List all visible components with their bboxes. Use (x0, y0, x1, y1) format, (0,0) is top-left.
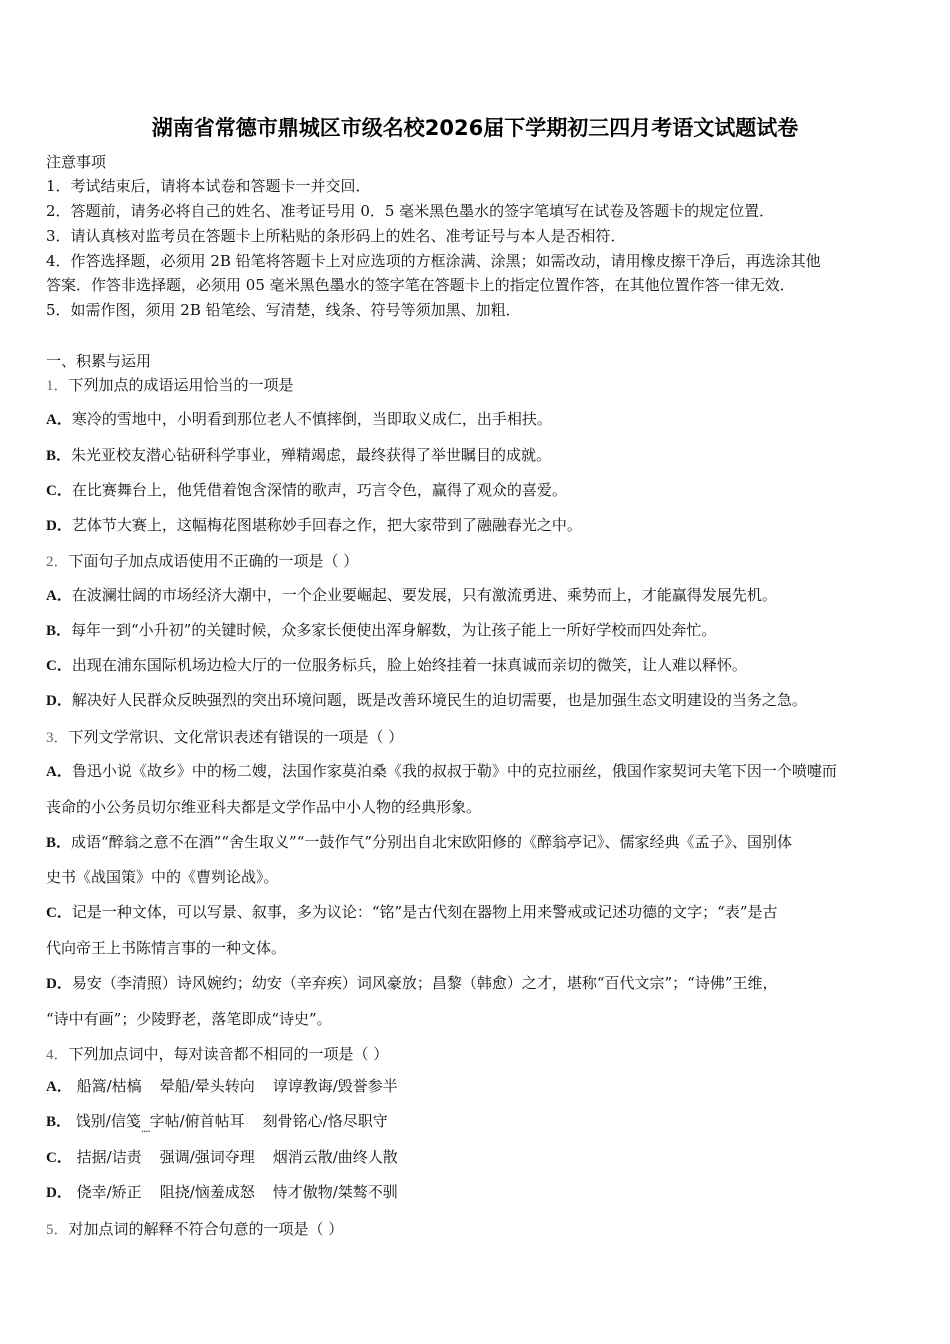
word-pair: 强调/强词夺理 (159, 1148, 255, 1166)
option-letter: C． (46, 658, 72, 674)
question-3-stem (46, 727, 403, 748)
question-3-option-b-cont: 史书《战国策》中的《曹刿论战》。 (46, 868, 279, 886)
section-heading: 一、积累与运用 (46, 352, 152, 370)
notice-item: 答案．作答非选择题，必须用 05 毫米黑色墨水的签字笔在答题卡上的指定位置作答，在其他位置作答一律无效． (46, 276, 795, 294)
question-2-stem (46, 551, 358, 572)
option-letter: D． (46, 1185, 72, 1201)
question-1-option-b (46, 445, 551, 466)
question-text: 下面句子加点成语使用不正确的一项是（ ） (68, 552, 359, 570)
option-text: 寒冷的雪地中，小明看到那位老人不慎摔倒，当即取义成仁，出手相扶。 (71, 410, 552, 428)
word-pair: 恃才傲物/桀骜不驯 (272, 1183, 398, 1201)
exam-title: 湖南省常德市鼎城区市级名校2026届下学期初三四月考语文试题试卷 (151, 116, 799, 140)
question-3-option-b (46, 832, 792, 853)
option-letter: C． (46, 1150, 72, 1166)
question-text: 下列加点的成语运用恰当的一项是 (68, 376, 294, 394)
question-3-option-c (46, 902, 778, 923)
word-pair: 饯别/信笺 (75, 1112, 141, 1130)
question-3-option-c-cont: 代向帝王上书陈情言事的一种文体。 (46, 939, 287, 957)
notice-item: 3．请认真核对监考员在答题卡上所粘贴的条形码上的姓名、准考证号与本人是否相符． (46, 227, 626, 245)
question-3-option-a (46, 761, 837, 782)
option-letter: A． (46, 588, 72, 604)
option-letter: B． (46, 448, 72, 464)
question-number: 3． (46, 730, 69, 746)
option-text: 成语“醉翁之意不在酒”“舍生取义”“一鼓作气”分别出自北宋欧阳修的《醉翁亭记》、儒家经典《孟子》、国别体 (71, 833, 793, 851)
option-letter: A． (46, 764, 72, 780)
word-pair: 拮据/诘责 (76, 1148, 142, 1166)
option-text: 每年一到“小升初”的关键时候，众多家长便使出浑身解数，为让孩子能上一所好学校而四处奔忙。 (71, 621, 717, 639)
option-text: 解决好人民群众反映强烈的突出环境问题，既是改善环境民生的迫切需要，也是加强生态文明建设的当务之急。 (71, 691, 807, 709)
option-letter: D． (46, 518, 72, 534)
option-letter: A． (46, 412, 72, 428)
option-letter: D． (46, 976, 72, 992)
word-pair: 阻挠/恼羞成怒 (159, 1183, 255, 1201)
question-4-option-d (46, 1182, 416, 1203)
notice-item: 5．如需作图，须用 2B 铅笔绘、写清楚，线条、符号等须加黑、加粗． (46, 301, 521, 319)
option-letter: C． (46, 905, 72, 921)
notice-item: 2．答题前，请务必将自己的姓名、准考证号用 0．5 毫米黑色墨水的签字笔填写在试卷及答题卡的规定位置． (46, 202, 775, 220)
emphasis-dots: .... (140, 1124, 150, 1135)
option-text: 易安（李清照）诗风婉约；幼安（辛弃疾）词风豪放；昌黎（韩愈）之才，堪称“百代文宗”；“诗佛”王维， (71, 974, 778, 992)
option-text: 在比赛舞台上，他凭借着饱含深情的歌声，巧言令色，赢得了观众的喜爱。 (71, 481, 567, 499)
option-letter: B． (46, 623, 72, 639)
question-3-option-d-cont: “诗中有画”；少陵野老，落笔即成“诗史”。 (46, 1010, 332, 1028)
option-letter: C． (46, 483, 72, 499)
option-letter: B． (46, 1114, 72, 1130)
word-pair: 船篙/枯槁 (76, 1077, 142, 1095)
option-letter: B． (46, 835, 72, 851)
question-number: 1． (46, 378, 69, 394)
word-pair: 侥幸/矫正 (76, 1183, 142, 1201)
question-2-option-c (46, 655, 747, 676)
question-1-option-d (46, 515, 582, 536)
notice-heading: 注意事项 (46, 153, 107, 171)
option-text: 出现在浦东国际机场边检大厅的一位服务标兵，脸上始终挂着一抹真诚而亲切的微笑，让人难以释怀。 (71, 656, 747, 674)
option-letter: D． (46, 693, 72, 709)
question-2-option-b (46, 620, 716, 641)
word-pair: 晕船/晕头转向 (159, 1077, 255, 1095)
question-text: 下列文学常识、文化常识表述有错误的一项是（ ） (68, 728, 404, 746)
question-4-option-a (46, 1076, 416, 1097)
option-letter: A． (46, 1079, 72, 1095)
question-4-option-c (46, 1147, 416, 1168)
option-text: 鲁迅小说《故乡》中的杨二嫂，法国作家莫泊桑《我的叔叔于勒》中的克拉丽丝，俄国作家契诃夫笔下因一个喷嚏而 (71, 762, 837, 780)
question-1-stem (46, 375, 294, 396)
question-5-stem (46, 1219, 343, 1240)
question-number: 2． (46, 554, 69, 570)
notice-item: 1．考试结束后，请将本试卷和答题卡一并交回． (46, 177, 371, 195)
question-text: 对加点词的解释不符合句意的一项是（ ） (68, 1220, 344, 1238)
question-4-stem (46, 1044, 388, 1065)
word-pair: 谆谆教诲/毁誉参半 (272, 1077, 398, 1095)
question-1-option-a (46, 409, 552, 430)
question-3-option-d (46, 973, 778, 994)
question-2-option-a (46, 585, 777, 606)
word-pair: 刻骨铭心/恪尽职守 (262, 1112, 388, 1130)
question-4-option-b (46, 1111, 406, 1134)
option-text: 朱光亚校友潜心钻研科学事业，殚精竭虑，最终获得了举世瞩目的成就。 (71, 446, 552, 464)
option-text: 在波澜壮阔的市场经济大潮中，一个企业要崛起、要发展，只有激流勇进、乘势而上，才能赢得发展先机。 (71, 586, 777, 604)
option-text: 记是一种文体，可以写景、叙事，多为议论：“铭”是古代刻在器物上用来警戒或记述功德的文字；“表”是古 (71, 903, 778, 921)
question-text: 下列加点词中，每对读音都不相同的一项是（ ） (68, 1045, 389, 1063)
question-3-option-a-cont: 丧命的小公务员切尔维亚科夫都是文学作品中小人物的经典形象。 (46, 798, 482, 816)
question-1-option-c (46, 480, 567, 501)
notice-item: 4．作答选择题，必须用 2B 铅笔将答题卡上对应选项的方框涂满、涂黑；如需改动，请用橡皮擦干净后，再选涂其他 (46, 252, 821, 270)
question-2-option-d (46, 690, 807, 711)
word-pair: 烟消云散/曲终人散 (272, 1148, 398, 1166)
question-number: 5． (46, 1222, 69, 1238)
question-number: 4． (46, 1047, 69, 1063)
word-pair: 字帖/俯首帖耳 (149, 1112, 245, 1130)
option-text: 艺体节大赛上，这幅梅花图堪称妙手回春之作，把大家带到了融融春光之中。 (71, 516, 582, 534)
